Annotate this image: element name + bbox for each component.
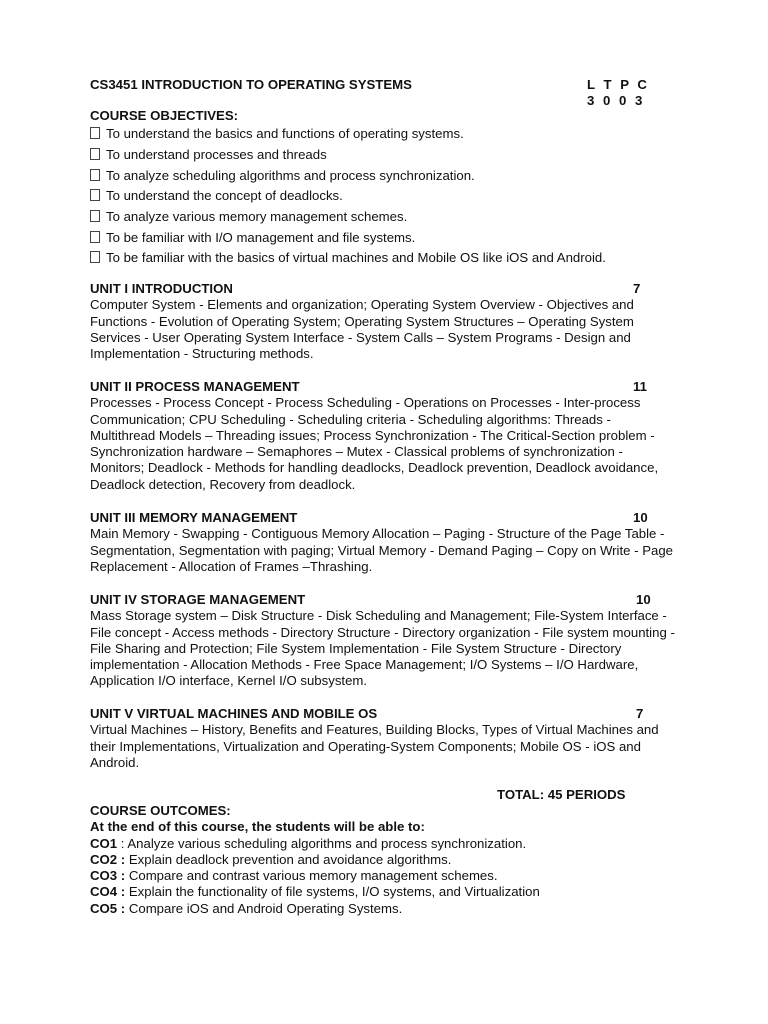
course-objectives	[90, 108, 690, 269]
unit-hours: 7	[633, 281, 641, 296]
course-outcomes	[90, 803, 690, 917]
unit-title: UNIT IV STORAGE MANAGEMENT	[90, 592, 306, 607]
course-header	[90, 77, 650, 93]
unit-hours: 7	[636, 706, 644, 721]
outcome-item	[90, 901, 690, 917]
objective-item: To be familiar with I/O management and file systems.	[90, 228, 690, 249]
unit-4	[90, 592, 675, 690]
objective-item: To understand the basics and functions of operating systems.	[90, 124, 690, 145]
unit-content: Processes - Process Concept - Process Scheduling - Operations on Processes - Inter-process Communication; CPU Scheduling - Scheduling criteria - Scheduling algorithms: Threads - Multithread Models – Threading issues; Process Synchronization - The Critical-Section problem - Synchronization hardware – Semaphores – Mutex - Classical problems of synchronization - Monitors; Deadlock - Methods for handling deadlocks, Deadlock prevention, Deadlock avoidance, Deadlock detection, Recovery from deadlock.	[90, 395, 659, 492]
outcome-item: CO1 : Analyze various scheduling algorithms and process synchronization.	[90, 835, 527, 851]
outcomes-heading: COURSE OUTCOMES:	[90, 803, 231, 818]
objectives-heading: COURSE OBJECTIVES:	[90, 108, 239, 123]
outcome-text: Explain the functionality of file systems, I/O systems, and Virtualization	[128, 884, 540, 900]
ltpc-header: L T P C	[587, 77, 650, 92]
bullet-box-icon	[90, 210, 100, 222]
objective-item: To understand processes and threads	[90, 145, 690, 166]
unit-hours: 10	[636, 592, 651, 607]
outcomes-intro: At the end of this course, the students will be able to:	[90, 819, 425, 835]
unit-5	[90, 706, 675, 771]
objective-item: To be familiar with the basics of virtual machines and Mobile OS like iOS and Android.	[90, 248, 690, 269]
outcome-code: CO3 :	[90, 868, 126, 884]
unit-content: Virtual Machines – History, Benefits and Features, Building Blocks, Types of Virtual Machines and their Implementations, Virtualization and Operating-System Components; Mobile OS - iOS and Android.	[90, 722, 659, 770]
unit-content: Main Memory - Swapping - Contiguous Memory Allocation – Paging - Structure of the Page Table - Segmentation, Segmentation with paging; Virtual Memory - Demand Paging – Copy on Write - Page Replacement - Allocation of Frames –Thrashing.	[90, 526, 674, 574]
objective-item: To analyze various memory management schemes.	[90, 207, 690, 228]
outcome-code: CO2 :	[90, 851, 126, 867]
unit-content: Computer System - Elements and organization; Operating System Overview - Objectives and Functions - Evolution of Operating System; Operating System Structures – Operating System Services - User Operating System Interface - System Calls – System Programs - Design and Implementation - Structuring methods.	[90, 297, 634, 362]
bullet-box-icon	[90, 251, 100, 263]
outcome-item	[90, 852, 690, 868]
unit-hours: 10	[633, 510, 648, 525]
unit-content: Mass Storage system – Disk Structure - Disk Scheduling and Management; File-System Interface - File concept - Access methods - Directory Structure - Directory organization - File system mounting - File Sharing and Protection; File System Implementation - File System Structure - Directory implementation - Allocation Methods - Free Space Management; I/O Systems – I/O Hardware, Application I/O interface, Kernel I/O subsystem.	[90, 608, 675, 689]
unit-3	[90, 510, 675, 575]
bullet-box-icon	[90, 127, 100, 139]
unit-1	[90, 281, 675, 362]
bullet-box-icon	[90, 231, 100, 243]
unit-2	[90, 379, 675, 493]
total-periods: TOTAL: 45 PERIODS	[497, 787, 626, 802]
outcome-text: Compare iOS and Android Operating Systems.	[128, 900, 403, 916]
objective-item: To understand the concept of deadlocks.	[90, 186, 690, 207]
course-title: CS3451 INTRODUCTION TO OPERATING SYSTEMS	[90, 77, 412, 92]
outcome-text: Analyze various scheduling algorithms and process synchronization.	[127, 835, 527, 851]
bullet-box-icon	[90, 169, 100, 181]
outcome-item	[90, 884, 690, 900]
outcome-code: CO4 :	[90, 884, 126, 900]
unit-title: UNIT II PROCESS MANAGEMENT	[90, 379, 300, 394]
unit-title: UNIT I INTRODUCTION	[90, 281, 233, 296]
outcome-item	[90, 868, 690, 884]
outcome-text: Compare and contrast various memory management schemes.	[128, 868, 498, 884]
ltpc-values: 3 0 0 3	[587, 93, 645, 109]
objective-item: To analyze scheduling algorithms and process synchronization.	[90, 166, 690, 187]
bullet-box-icon	[90, 189, 100, 201]
bullet-box-icon	[90, 148, 100, 160]
unit-title: UNIT V VIRTUAL MACHINES AND MOBILE OS	[90, 706, 378, 721]
outcome-text: Explain deadlock prevention and avoidance algorithms.	[128, 851, 452, 867]
outcome-code: CO5 :	[90, 900, 126, 916]
ltpc-block	[587, 77, 649, 110]
unit-title: UNIT III MEMORY MANAGEMENT	[90, 510, 298, 525]
outcome-code: CO1	[90, 835, 118, 851]
unit-hours: 11	[633, 379, 647, 394]
